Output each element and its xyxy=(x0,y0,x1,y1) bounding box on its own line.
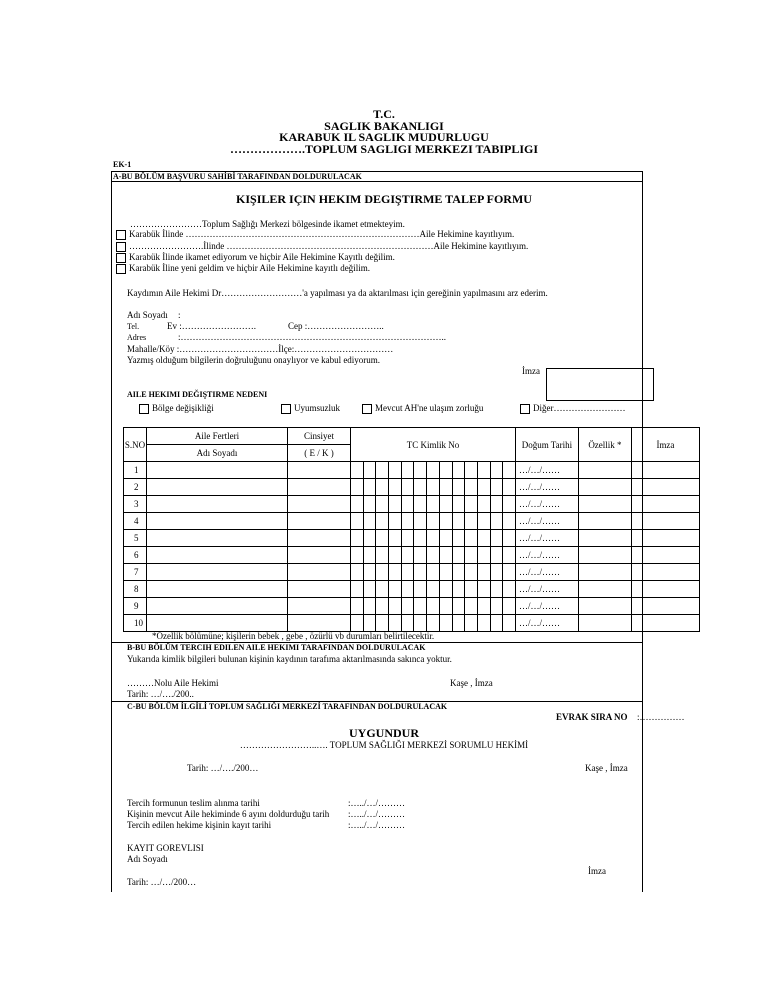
registration-date-label: Tercih edilen hekime kişinin kayıt tarihi xyxy=(127,820,272,830)
tc-digit-cell[interactable] xyxy=(414,564,427,581)
feature-cell[interactable] xyxy=(578,547,631,564)
member-name-cell[interactable] xyxy=(147,530,288,547)
tc-digit-cell[interactable] xyxy=(465,530,478,547)
tc-digit-cell[interactable] xyxy=(439,547,452,564)
tc-digit-cell[interactable] xyxy=(427,615,440,632)
section-b-label: B-BU BÖLÜM TERCIH EDILEN AILE HEKIMI TARAFINDAN DOLDURULACAK xyxy=(127,643,426,652)
section-b-stamp: Kaşe , İmza xyxy=(450,678,493,688)
tc-digit-cell[interactable] xyxy=(363,462,376,479)
birth-date-cell[interactable]: …/…/…… xyxy=(515,598,578,615)
tc-digit-cell[interactable] xyxy=(389,513,402,530)
tc-digit-cell[interactable] xyxy=(363,581,376,598)
tc-digit-cell[interactable] xyxy=(490,496,503,513)
feature-cell[interactable] xyxy=(578,513,631,530)
tc-digit-cell[interactable] xyxy=(389,462,402,479)
tc-digit-cell[interactable] xyxy=(376,615,389,632)
tel-label: Tel. xyxy=(127,322,140,331)
tc-digit-cell[interactable] xyxy=(363,513,376,530)
member-name-cell[interactable] xyxy=(147,462,288,479)
tc-digit-cell[interactable] xyxy=(414,530,427,547)
tc-digit-cell[interactable] xyxy=(439,462,452,479)
ek-label: EK-1 xyxy=(113,160,132,169)
tc-digit-cell[interactable] xyxy=(465,496,478,513)
tsm-doctor: ……………………..…. TOPLUM SAĞLIĞI MERKEZİ SORUMLU HEKİMİ xyxy=(239,740,529,750)
tc-digit-cell[interactable] xyxy=(465,513,478,530)
member-name-cell[interactable] xyxy=(147,513,288,530)
tc-digit-cell[interactable] xyxy=(490,479,503,496)
tc-digit-cell[interactable] xyxy=(503,479,516,496)
tc-digit-cell[interactable] xyxy=(363,547,376,564)
tc-digit-cell[interactable] xyxy=(401,513,414,530)
feature-cell[interactable] xyxy=(578,615,631,632)
tc-digit-cell[interactable] xyxy=(439,581,452,598)
signature-cell[interactable] xyxy=(631,462,699,479)
row-number: 2 xyxy=(124,479,147,496)
tc-digit-cell[interactable] xyxy=(351,598,364,615)
tc-digit-cell[interactable] xyxy=(414,547,427,564)
member-name-cell[interactable] xyxy=(147,581,288,598)
tc-digit-cell[interactable] xyxy=(439,479,452,496)
signature-cell[interactable] xyxy=(631,479,699,496)
gender-cell[interactable] xyxy=(288,513,351,530)
tc-digit-cell[interactable] xyxy=(452,513,465,530)
tc-digit-cell[interactable] xyxy=(414,479,427,496)
officer-name-label: Adı Soyadı xyxy=(127,854,168,864)
tc-digit-cell[interactable] xyxy=(465,479,478,496)
row-number: 4 xyxy=(124,513,147,530)
tc-digit-cell[interactable] xyxy=(490,581,503,598)
tc-digit-cell[interactable] xyxy=(376,547,389,564)
tc-digit-cell[interactable] xyxy=(414,615,427,632)
name-label: Adı Soyadı xyxy=(127,310,168,320)
tc-digit-cell[interactable] xyxy=(427,462,440,479)
tc-digit-cell[interactable] xyxy=(389,496,402,513)
tc-digit-cell[interactable] xyxy=(427,479,440,496)
tc-digit-cell[interactable] xyxy=(427,598,440,615)
feature-cell[interactable] xyxy=(578,530,631,547)
tc-digit-cell[interactable] xyxy=(439,615,452,632)
family-table xyxy=(123,427,700,632)
tc-digit-cell[interactable] xyxy=(503,564,516,581)
tc-digit-cell[interactable] xyxy=(452,598,465,615)
birth-date-cell[interactable]: …/…/…… xyxy=(515,513,578,530)
tc-digit-cell[interactable] xyxy=(477,530,490,547)
tc-digit-cell[interactable] xyxy=(363,615,376,632)
tc-digit-cell[interactable] xyxy=(439,496,452,513)
birth-date-cell[interactable]: …/…/…… xyxy=(515,496,578,513)
name-field[interactable]: : xyxy=(178,310,181,320)
gender-cell[interactable] xyxy=(288,598,351,615)
tc-digit-cell[interactable] xyxy=(465,462,478,479)
feature-cell[interactable] xyxy=(578,496,631,513)
reason-region-label: Bölge değişikliği xyxy=(152,403,214,413)
header-tc: T.C. xyxy=(373,107,395,121)
tc-digit-cell[interactable] xyxy=(452,496,465,513)
section-c-stamp: Kaşe , İmza xyxy=(585,763,628,773)
col-name: Adı Soyadı xyxy=(147,445,288,462)
tc-digit-cell[interactable] xyxy=(427,530,440,547)
tc-digit-cell[interactable] xyxy=(351,581,364,598)
tc-digit-cell[interactable] xyxy=(503,513,516,530)
six-month-date-label: Kişinin mevcut Aile hekiminde 6 ayını doldurduğu tarih xyxy=(127,809,330,819)
table-row xyxy=(124,598,700,615)
checkbox-icon[interactable] xyxy=(139,404,149,414)
checkbox-icon[interactable] xyxy=(116,230,126,240)
tc-digit-cell[interactable] xyxy=(389,479,402,496)
approved-title: UYGUNDUR xyxy=(349,726,419,740)
tc-digit-cell[interactable] xyxy=(477,598,490,615)
row-number: 9 xyxy=(124,598,147,615)
tc-digit-cell[interactable] xyxy=(427,513,440,530)
tc-digit-cell[interactable] xyxy=(477,513,490,530)
tc-digit-cell[interactable] xyxy=(490,615,503,632)
tc-digit-cell[interactable] xyxy=(414,598,427,615)
option-2[interactable] xyxy=(116,241,528,252)
tc-digit-cell[interactable] xyxy=(414,496,427,513)
table-row xyxy=(124,479,700,496)
family-doctor-no[interactable]: ………Nolu Aile Hekimi xyxy=(127,678,219,688)
gender-cell[interactable] xyxy=(288,564,351,581)
tc-digit-cell[interactable] xyxy=(389,564,402,581)
tc-digit-cell[interactable] xyxy=(401,547,414,564)
tc-digit-cell[interactable] xyxy=(351,615,364,632)
tsm-residence-line: ……………………Toplum Sağlığı Merkezi bölgesinde ikamet etmekteyim. xyxy=(130,219,405,229)
tc-digit-cell[interactable] xyxy=(351,530,364,547)
gender-cell[interactable] xyxy=(288,530,351,547)
header-center: ……………….TOPLUM SAGLIGI MERKEZI TABIPLIGI xyxy=(229,142,539,156)
member-name-cell[interactable] xyxy=(147,615,288,632)
row-number: 10 xyxy=(124,615,147,632)
home-phone-field[interactable]: Ev :……………………. xyxy=(167,321,256,331)
birth-date-cell[interactable]: …/…/…… xyxy=(515,547,578,564)
tc-digit-cell[interactable] xyxy=(401,462,414,479)
tc-digit-cell[interactable] xyxy=(376,530,389,547)
tc-digit-cell[interactable] xyxy=(376,496,389,513)
gender-cell[interactable] xyxy=(288,496,351,513)
table-footnote: *Özellik bölümüne; kişilerin bebek , gebe , özürlü vb durumları belirtilecektir. xyxy=(152,631,435,641)
tc-digit-cell[interactable] xyxy=(351,496,364,513)
gender-cell[interactable] xyxy=(288,462,351,479)
table-header-row xyxy=(124,428,700,445)
tc-digit-cell[interactable] xyxy=(503,581,516,598)
birth-date-cell[interactable]: …/…/…… xyxy=(515,564,578,581)
tc-digit-cell[interactable] xyxy=(401,564,414,581)
signature-cell[interactable] xyxy=(631,513,699,530)
row-number: 7 xyxy=(124,564,147,581)
tc-digit-cell[interactable] xyxy=(490,564,503,581)
tc-digit-cell[interactable] xyxy=(503,530,516,547)
tc-digit-cell[interactable] xyxy=(490,530,503,547)
option-1-label: Karabük İlinde ……………………………………………………………………Aile Hekimine kayıtlıyım. xyxy=(129,229,515,239)
tc-digit-cell[interactable] xyxy=(465,547,478,564)
section-b-date[interactable]: Tarih: …/…./200.. xyxy=(127,689,194,699)
tc-digit-cell[interactable] xyxy=(452,581,465,598)
table-row xyxy=(124,615,700,632)
tc-digit-cell[interactable] xyxy=(351,564,364,581)
gender-cell[interactable] xyxy=(288,479,351,496)
tc-digit-cell[interactable] xyxy=(439,564,452,581)
signature-cell[interactable] xyxy=(631,530,699,547)
tc-digit-cell[interactable] xyxy=(427,564,440,581)
tc-digit-cell[interactable] xyxy=(452,479,465,496)
tc-digit-cell[interactable] xyxy=(427,547,440,564)
registration-officer: KAYIT GOREVLISI xyxy=(127,843,204,853)
signature-cell[interactable] xyxy=(631,615,699,632)
tc-digit-cell[interactable] xyxy=(477,581,490,598)
table-row xyxy=(124,513,700,530)
tc-digit-cell[interactable] xyxy=(376,581,389,598)
checkbox-icon[interactable] xyxy=(281,404,291,414)
option-4-label: Karabük İline yeni geldim ve hiçbir Aile Hekimine kayıtlı değilim. xyxy=(129,263,370,273)
evrak-label: EVRAK SIRA NO xyxy=(556,712,628,722)
tc-digit-cell[interactable] xyxy=(503,462,516,479)
checkbox-icon[interactable] xyxy=(116,242,126,252)
tc-digit-cell[interactable] xyxy=(465,581,478,598)
table-row xyxy=(124,581,700,598)
tc-digit-cell[interactable] xyxy=(490,462,503,479)
tc-digit-cell[interactable] xyxy=(477,564,490,581)
tc-digit-cell[interactable] xyxy=(376,598,389,615)
col-sno: S.NO xyxy=(124,428,147,462)
tc-digit-cell[interactable] xyxy=(477,496,490,513)
mobile-phone-field[interactable]: Cep :…………………….. xyxy=(288,321,384,331)
table-row xyxy=(124,547,700,564)
tc-digit-cell[interactable] xyxy=(465,615,478,632)
tc-digit-cell[interactable] xyxy=(490,547,503,564)
birth-date-cell[interactable]: …/…/…… xyxy=(515,615,578,632)
tc-digit-cell[interactable] xyxy=(477,615,490,632)
member-name-cell[interactable] xyxy=(147,547,288,564)
table-row xyxy=(124,462,700,479)
table-row xyxy=(124,496,700,513)
officer-signature: İmza xyxy=(588,866,606,876)
checkbox-icon[interactable] xyxy=(520,404,530,414)
tc-digit-cell[interactable] xyxy=(376,479,389,496)
six-month-date-field[interactable]: :…../…/……… xyxy=(348,809,406,819)
form-title: KIŞILER IÇIN HEKIM DEGIŞTIRME TALEP FORMU xyxy=(236,192,532,206)
row-number: 3 xyxy=(124,496,147,513)
tc-digit-cell[interactable] xyxy=(376,462,389,479)
reason-access[interactable] xyxy=(362,403,483,414)
tc-digit-cell[interactable] xyxy=(452,564,465,581)
col-family-members: Aile Fertleri xyxy=(147,428,288,445)
tc-digit-cell[interactable] xyxy=(376,513,389,530)
tc-digit-cell[interactable] xyxy=(351,462,364,479)
header-directorate: KARABUK IL SAGLIK MUDURLUGU xyxy=(279,130,489,144)
tc-digit-cell[interactable] xyxy=(363,564,376,581)
tc-digit-cell[interactable] xyxy=(477,547,490,564)
tc-digit-cell[interactable] xyxy=(414,462,427,479)
birth-date-cell[interactable]: …/…/…… xyxy=(515,479,578,496)
option-3[interactable] xyxy=(116,252,395,263)
feature-cell[interactable] xyxy=(578,462,631,479)
signature-cell[interactable] xyxy=(631,598,699,615)
tc-digit-cell[interactable] xyxy=(363,479,376,496)
tc-digit-cell[interactable] xyxy=(477,479,490,496)
tc-digit-cell[interactable] xyxy=(452,530,465,547)
tc-digit-cell[interactable] xyxy=(389,615,402,632)
feature-cell[interactable] xyxy=(578,581,631,598)
row-number: 6 xyxy=(124,547,147,564)
address-label: Adres xyxy=(127,333,147,342)
section-c-label: C-BU BÖLÜM İLGİLİ TOPLUM SAĞLIĞI MERKEZİ TARAFINDAN DOLDURULACAK xyxy=(127,702,448,711)
birth-date-cell[interactable]: …/…/…… xyxy=(515,462,578,479)
tc-digit-cell[interactable] xyxy=(452,547,465,564)
tc-digit-cell[interactable] xyxy=(490,513,503,530)
reason-other-label: Diğer…………………… xyxy=(533,403,626,413)
col-gender-ek: ( E / K ) xyxy=(288,445,351,462)
table-row xyxy=(124,564,700,581)
tc-digit-cell[interactable] xyxy=(490,598,503,615)
gender-cell[interactable] xyxy=(288,581,351,598)
request-text: Kaydımın Aile Hekimi Dr………………………'a yapılması ya da aktarılması için gereğinin yapılmasını arz ederim. xyxy=(127,288,548,298)
tc-digit-cell[interactable] xyxy=(389,530,402,547)
member-name-cell[interactable] xyxy=(147,564,288,581)
signature-cell[interactable] xyxy=(631,496,699,513)
tc-digit-cell[interactable] xyxy=(389,581,402,598)
tc-digit-cell[interactable] xyxy=(401,581,414,598)
neighborhood-district-field[interactable]: Mahalle/Köy :……………………………İlçe:…………………………… xyxy=(127,344,394,354)
feature-cell[interactable] xyxy=(578,479,631,496)
received-date-label: Tercih formunun teslim alınma tarihi xyxy=(127,798,260,808)
tc-digit-cell[interactable] xyxy=(477,462,490,479)
row-number: 8 xyxy=(124,581,147,598)
row-number: 1 xyxy=(124,462,147,479)
tc-digit-cell[interactable] xyxy=(401,496,414,513)
signature-cell[interactable] xyxy=(631,581,699,598)
confirm-text: Yazmış olduğum bilgilerin doğruluğunu onaylıyor ve kabul ediyorum. xyxy=(127,355,381,365)
option-3-label: Karabük İlinde ikamet ediyorum ve hiçbir Aile Hekimine Kayıtlı değilim. xyxy=(129,252,395,262)
col-birth-date: Doğum Tarihi xyxy=(515,428,578,462)
tc-digit-cell[interactable] xyxy=(401,479,414,496)
tc-digit-cell[interactable] xyxy=(503,496,516,513)
officer-date[interactable]: Tarih: …/…/200… xyxy=(127,877,197,887)
member-name-cell[interactable] xyxy=(147,598,288,615)
section-b-text: Yukarıda kimlik bilgileri bulunan kişinin kaydının tarafıma aktarılmasında sakınca yoktur. xyxy=(127,654,452,664)
received-date-field[interactable]: :…../…/……… xyxy=(348,798,406,808)
tc-digit-cell[interactable] xyxy=(465,564,478,581)
option-4[interactable] xyxy=(116,263,370,274)
registration-date-field[interactable]: :…../…/……… xyxy=(348,820,406,830)
tc-digit-cell[interactable] xyxy=(414,513,427,530)
tc-digit-cell[interactable] xyxy=(439,530,452,547)
tc-digit-cell[interactable] xyxy=(376,564,389,581)
tc-digit-cell[interactable] xyxy=(351,479,364,496)
tc-digit-cell[interactable] xyxy=(439,513,452,530)
gender-cell[interactable] xyxy=(288,547,351,564)
header-ministry: SAGLIK BAKANLIGI xyxy=(324,119,444,133)
tc-digit-cell[interactable] xyxy=(465,598,478,615)
feature-cell[interactable] xyxy=(578,598,631,615)
col-gender: Cinsiyet xyxy=(288,428,351,445)
tc-digit-cell[interactable] xyxy=(351,547,364,564)
reason-region[interactable] xyxy=(139,403,214,414)
tc-digit-cell[interactable] xyxy=(427,496,440,513)
tc-digit-cell[interactable] xyxy=(452,462,465,479)
tc-digit-cell[interactable] xyxy=(414,581,427,598)
tc-digit-cell[interactable] xyxy=(389,547,402,564)
feature-cell[interactable] xyxy=(578,564,631,581)
tc-digit-cell[interactable] xyxy=(503,547,516,564)
col-tc-id: TC Kimlik No xyxy=(351,428,516,462)
row-number: 5 xyxy=(124,530,147,547)
member-name-cell[interactable] xyxy=(147,479,288,496)
option-1[interactable] xyxy=(116,229,514,240)
birth-date-cell[interactable]: …/…/…… xyxy=(515,530,578,547)
option-2-label: …………………….İlinde ……………………………………………………………Aile Hekimine kayıtlıyım. xyxy=(129,241,529,251)
tc-digit-cell[interactable] xyxy=(439,598,452,615)
tc-digit-cell[interactable] xyxy=(363,598,376,615)
reason-access-label: Mevcut AH'ne ulaşım zorluğu xyxy=(375,403,484,413)
reason-other[interactable] xyxy=(520,403,626,414)
checkbox-icon[interactable] xyxy=(116,253,126,263)
signature-label: İmza xyxy=(522,366,540,376)
gender-cell[interactable] xyxy=(288,615,351,632)
birth-date-cell[interactable]: …/…/…… xyxy=(515,581,578,598)
tc-digit-cell[interactable] xyxy=(401,530,414,547)
tc-digit-cell[interactable] xyxy=(503,615,516,632)
tc-digit-cell[interactable] xyxy=(351,513,364,530)
table-row xyxy=(124,530,700,547)
checkbox-icon[interactable] xyxy=(116,264,126,274)
tc-digit-cell[interactable] xyxy=(427,581,440,598)
reason-incompatibility-label: Uyumsuzluk xyxy=(294,403,340,413)
tc-digit-cell[interactable] xyxy=(452,615,465,632)
tc-digit-cell[interactable] xyxy=(401,598,414,615)
evrak-field[interactable]: :…………… xyxy=(637,712,685,722)
tc-digit-cell[interactable] xyxy=(363,496,376,513)
col-signature: İmza xyxy=(631,428,699,462)
tc-digit-cell[interactable] xyxy=(503,598,516,615)
member-name-cell[interactable] xyxy=(147,496,288,513)
reason-title: AILE HEKIMI DEĞIŞTIRME NEDENI xyxy=(127,390,268,399)
section-c-date[interactable]: Tarih: …/…./200… xyxy=(187,763,259,773)
signature-cell[interactable] xyxy=(631,564,699,581)
reason-incompatibility[interactable] xyxy=(281,403,340,414)
section-a-label: A-BU BÖLÜM BAŞVURU SAHİBİ TARAFINDAN DOLDURULACAK xyxy=(113,172,362,181)
tc-digit-cell[interactable] xyxy=(363,530,376,547)
col-feature: Özellik * xyxy=(578,428,631,462)
signature-cell[interactable] xyxy=(631,547,699,564)
address-field[interactable]: :…………………………………………………………………………….. xyxy=(178,332,447,342)
checkbox-icon[interactable] xyxy=(362,404,372,414)
section-a-divider xyxy=(112,181,642,182)
signature-box[interactable] xyxy=(546,368,654,401)
tc-digit-cell[interactable] xyxy=(401,615,414,632)
tc-digit-cell[interactable] xyxy=(389,598,402,615)
